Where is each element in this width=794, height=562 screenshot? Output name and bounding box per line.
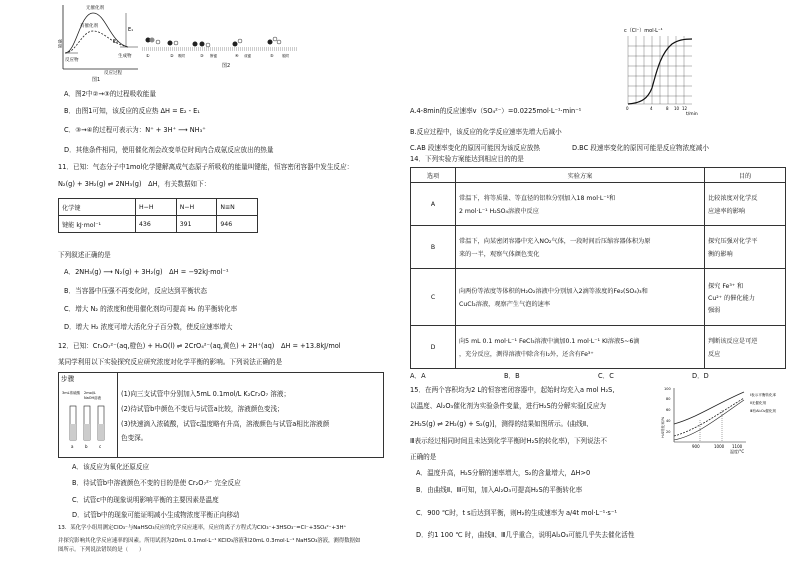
tube-b-label: b	[85, 444, 88, 449]
q15-option-c: C．900 ℃时，t s后达到平衡，则H₂的生成速率为 a/4t mol·L⁻¹·s⁻¹	[416, 509, 617, 517]
table-cell-option: D	[411, 326, 456, 369]
catalysis-process-diagram	[140, 30, 300, 60]
right-column	[402, 0, 792, 562]
step-1-label: ①	[146, 53, 150, 58]
q15-graph-xtick: 1100	[732, 444, 743, 449]
q10-option-b: B．由图1可知，该反应的反应热 ΔH = E₂ - E₁	[64, 107, 200, 115]
test-tubes-diagram	[62, 388, 114, 452]
q12-step-2: (2)待试管b中颜色不变后与试管a比较，溶液颜色变浅；	[121, 405, 284, 413]
q13-option-c: C.AB 段速率变化的原因可能因为该反应放热	[410, 144, 540, 152]
q15-option-d: D．约1 100 ℃ 时，曲线Ⅱ、Ⅲ几乎重合，说明Al₂O₃可能几乎失去催化活性	[416, 531, 635, 539]
table-cell: 946	[217, 216, 258, 233]
goal-line: Cu²⁺ 的催化能力	[708, 294, 755, 302]
q14-choice-b: B．B	[504, 372, 520, 380]
tube-c-label: c	[99, 444, 102, 449]
graph-xtick: 0	[626, 106, 629, 111]
table-row	[411, 226, 786, 269]
e1-label: E₁	[128, 27, 134, 33]
tube-a-label: a	[71, 444, 74, 449]
table-cell-option: C	[411, 269, 456, 326]
q15-graph-xlabel: 温度/°C	[730, 449, 745, 454]
goal-line: 判断该反应是可逆	[708, 338, 758, 345]
h2s-conversion-graph	[660, 384, 792, 454]
step-break-label: 断键	[210, 54, 217, 58]
q15-stem-line2: 以温度、Al₂O₃催化剂为实验条件变量，进行H₂S的分解实验[反应为	[410, 402, 607, 410]
uncatalyzed-label: 无催化剂	[86, 6, 104, 11]
goal-line: 应速率的影响	[708, 208, 746, 215]
table-cell-goal	[705, 183, 786, 226]
goal-line: 衡的影响	[708, 251, 733, 258]
q13-option-a: A.4-8min的反应速率v（SO₄²⁻）=0.0225mol·L⁻¹·min⁻¹	[410, 107, 582, 115]
e2-label: E₂	[113, 39, 119, 45]
q11-option-d: D．增大 H₂ 浓度可增大活化分子百分数，使反应速率增大	[64, 323, 233, 331]
table-cell-goal	[705, 326, 786, 369]
table-header-cell: 选项	[411, 168, 456, 183]
plan-line: 常温下，向某密闭容器中充入NO₂气体，一段时间后压缩容器体积为原	[459, 238, 651, 245]
q13-option-d: D.BC 段速率变化的原因可能是反应物浓度减小	[572, 144, 709, 152]
table-row	[411, 183, 786, 226]
q12-stem-line2: 某同学利用以下实验探究反应研究浓度对化学平衡的影响。下列说法正确的是	[58, 358, 283, 366]
table-cell-option: B	[411, 226, 456, 269]
q10-option-a: A．图2中②→③的过程吸收能量	[64, 90, 156, 98]
q14-stem: 14．下列实验方案能达到相应目的的是	[410, 155, 524, 163]
step-form-label: 成键	[244, 54, 251, 58]
q12-option-c: C．试管c中的现象说明影响平衡的主要因素是温度	[72, 496, 219, 504]
q15-graph-ylabel: H₂S转化率/%	[661, 416, 665, 438]
left-column	[0, 0, 390, 562]
energy-axis-label: 能量	[58, 39, 64, 48]
q12-step-1: (1)向三支试管中分别加入5mL 0.1mol/L K₂Cr₂O₇ 溶液；	[121, 390, 291, 398]
q12-step-3: (3)快速滴入浓硫酸，试管c温度略有升高，溶液颜色与试管a相比溶液颜	[121, 420, 330, 428]
q15-graph-ytick: 80	[666, 397, 671, 401]
table-cell-option: A	[411, 183, 456, 226]
table-cell: 436	[136, 216, 177, 233]
graph-xlabel: t/min	[686, 112, 698, 116]
table-row	[411, 168, 786, 183]
q12-option-d: D．试管b中的现象可能证明减小生成物浓度平衡正向移动	[72, 511, 240, 519]
q15-graph-ytick: 100	[664, 387, 671, 391]
reactant-label: 反应物	[65, 58, 79, 63]
plan-line: CuCl₂溶液，观察产生气泡的速率	[459, 301, 551, 308]
q15-graph-xtick: 1000	[714, 444, 725, 449]
table-header-cell: N≡N	[217, 199, 258, 216]
q14-choice-d: D．D	[692, 372, 709, 380]
plan-line: 向两份等浓度等体积的H₂O₂溶液中分别加入2滴等浓度的Fe₂(SO₄)₃和	[459, 288, 648, 295]
q15-legend-2: Ⅱ无催化剂	[750, 401, 767, 405]
q11-option-b: B．当容器中压强不再变化时，反应达到平衡状态	[64, 287, 207, 295]
q11-stem-line1: 11．已知：气态分子中1mol化学键解离成气态原子所吸收的能量叫键能，恒容密闭容器中发生反应：	[58, 163, 354, 171]
chloride-concentration-graph	[620, 26, 700, 116]
goal-line: 探究 Fe³⁺ 和	[708, 282, 744, 290]
table-row-label: 键能 kJ·mol⁻¹	[59, 216, 136, 233]
plan-line: ，充分反应，测得溶液中除含有I₂外，还含有Fe³⁺	[459, 351, 594, 358]
q12-stem-line1: 12．已知：Cr₂O₇²⁻(aq,橙色) + H₂O(l) ⇌ 2CrO₄²⁻(aq,黄色) + 2H⁺(aq) ΔH = +13.8kJ/mol	[58, 342, 341, 350]
step-adsorb-label: 吸附	[178, 54, 185, 58]
table-header-cell: 实验方案	[456, 168, 705, 183]
q12-step-4: 色变深。	[121, 434, 148, 442]
table-cell-plan	[456, 326, 705, 369]
graph-xtick: 12	[682, 106, 688, 111]
tube-reagent-label-2: 2mol/L	[84, 391, 96, 395]
goal-line: 强弱	[708, 306, 721, 314]
goal-line: 比较浓度对化学反	[708, 195, 758, 202]
q12-steps-divider	[117, 372, 118, 458]
catalyzed-label: 有催化剂	[80, 24, 98, 29]
step-desorb-label: 脱附	[282, 54, 289, 58]
q13-stem-line3: 图所示。下列说法错误的是（ ）	[58, 547, 145, 553]
table-header-cell: N−H	[176, 199, 217, 216]
energy-diagram	[58, 3, 143, 75]
step-4-label: ④	[235, 53, 239, 58]
table-header-cell: H−H	[136, 199, 177, 216]
q15-graph-xtick: 900	[692, 444, 700, 449]
plan-line: 来的一半，观察气体颜色变化	[459, 251, 540, 258]
q11-bond-energy-table	[58, 198, 258, 233]
q14-experiment-table	[410, 167, 786, 369]
q10-option-d: D．其他条件相同，使用催化剂会改变单位时间内合成氨反应放出的热量	[64, 146, 274, 154]
fig2-caption: 图2	[222, 63, 231, 69]
table-row	[59, 199, 258, 216]
q11-prompt: 下列叙述正确的是	[58, 251, 111, 259]
q15-option-a: A．温度升高，H₂S分解的速率增大，S₂的含量增大，ΔH>0	[416, 469, 591, 477]
table-cell-goal	[705, 269, 786, 326]
plan-line: 向5 mL 0.1 mol·L⁻¹ FeCl₃溶液中滴加0.1 mol·L⁻¹ KI溶液5~6滴	[459, 338, 640, 345]
q12-option-a: A．该反应为氧化还原反应	[72, 463, 150, 471]
table-row	[411, 326, 786, 369]
table-row	[59, 216, 258, 233]
q11-option-a: A．2NH₃(g) ⟶ N₂(g) + 3H₂(g) ΔH = −92kJ·mol⁻¹	[64, 268, 229, 276]
q15-graph-ytick: 20	[666, 430, 671, 434]
q10-option-c: C．③→④的过程可表示为：N⁺ + 3H⁺ ⟶ NH₃⁺	[64, 126, 206, 134]
q15-graph-ytick: 40	[666, 419, 671, 423]
table-header-cell: 化学键	[59, 199, 136, 216]
tube-reagent-label-1: 3mL浓硫酸	[62, 391, 81, 395]
table-cell: 391	[176, 216, 217, 233]
plan-line: 常温下，将等质量、等直径的铝粒分别加入18 mol·L⁻¹和	[459, 195, 616, 202]
q14-choice-a: A．A	[410, 372, 426, 380]
q14-choice-c: C．C	[598, 372, 614, 380]
step-3-label: ③	[200, 53, 204, 58]
q15-stem-line4: Ⅲ表示经过相同时间且未达到化学平衡时H₂S的转化率)，下列说法不	[410, 437, 607, 445]
plan-line: 2 mol·L⁻¹ H₂SO₄溶液中反应	[459, 208, 539, 215]
table-cell-plan	[456, 226, 705, 269]
q15-stem-line5: 正确的是	[410, 453, 437, 461]
graph-xtick: 8	[666, 106, 669, 111]
table-row	[411, 269, 786, 326]
product-label: 生成物	[118, 54, 132, 59]
table-cell-plan	[456, 269, 705, 326]
graph-xtick: 4	[650, 106, 653, 111]
table-header-cell: 目的	[705, 168, 786, 183]
step-2-label: ②	[170, 53, 174, 58]
q13-option-b: B.反应过程中，该反应的化学反应速率先增大后减小	[410, 128, 562, 136]
q15-graph-ytick: 60	[666, 408, 671, 412]
step-5-label: ⑤	[270, 53, 274, 58]
q11-option-c: C．增大 N₂ 的浓度和使用催化剂均可提高 H₂ 的平衡转化率	[64, 305, 238, 313]
q13-stem-line2: 并探究影响其化学反应速率的因素。所用试剂为20mL 0.1mol·L⁻¹ KClO₃溶液和20mL 0.3mol·L⁻¹ NaHSO₃溶液，测得数据如	[58, 538, 361, 544]
tube-reagent-label-3: NaOH溶液	[84, 396, 102, 400]
graph-ylabel: c（Cl⁻）mol·L⁻¹	[624, 28, 663, 34]
q12-option-b: B．待试管b中溶液颜色不变的目的是使 Cr₂O₇²⁻ 完全反应	[72, 479, 241, 487]
goal-line: 探究压强对化学平	[708, 238, 758, 245]
q11-stem-line2: N₂(g) + 3H₂(g) ⇌ 2NH₃(g) ΔH，有关数据如下：	[58, 180, 211, 188]
q15-stem-line3: 2H₂S(g) ⇌ 2H₂(g) + S₂(g)]，测得的结果如图所示。(曲线Ⅱ、	[410, 420, 593, 428]
q13-stem-line1: 13．某化学小组用测定ClO₃⁻与NaHSO₃反应的化学反应速率，反应的离子方程式为ClO₃⁻+3HSO₃⁻=Cl⁻+3SO₄²⁻+3H⁺	[58, 525, 347, 531]
q15-legend-3: Ⅲ有Al₂O₃催化剂	[750, 409, 777, 413]
q15-stem-line1: 15．在两个容积均为2 L的恒容密闭容器中，起始时均充入a mol H₂S,	[410, 386, 615, 394]
q12-steps-label: 步骤	[61, 375, 75, 383]
reaction-path-label: 反应过程	[104, 71, 122, 75]
table-cell-goal	[705, 226, 786, 269]
graph-xtick: 10	[674, 106, 680, 111]
goal-line: 反应	[708, 351, 721, 358]
table-cell-plan	[456, 183, 705, 226]
q15-option-b: B．由曲线Ⅱ、Ⅲ可知，加入Al₂O₃可提高H₂S的平衡转化率	[416, 486, 583, 494]
q15-legend-1: Ⅰ表示平衡转化率	[750, 393, 777, 397]
fig1-caption: 图1	[92, 77, 101, 83]
